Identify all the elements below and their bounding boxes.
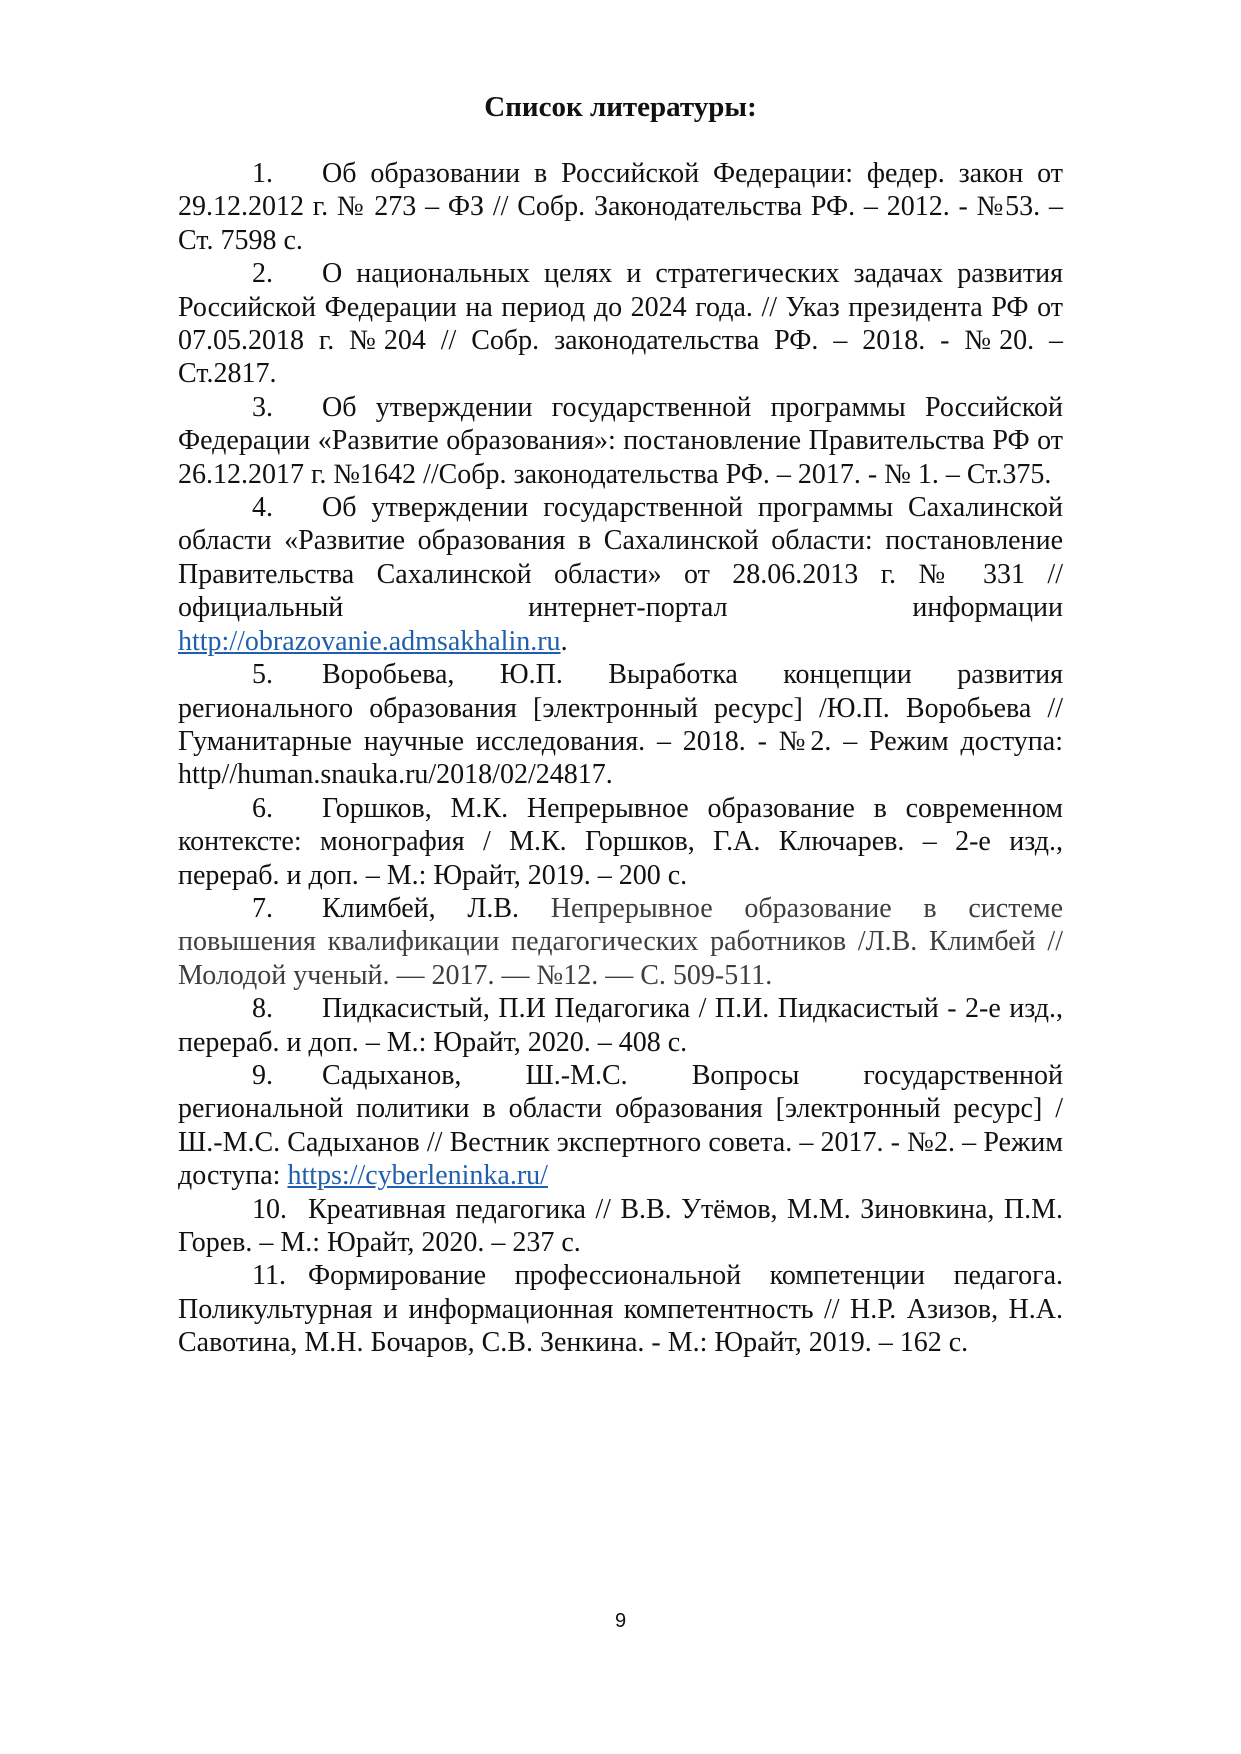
reference-number: 6. xyxy=(252,792,273,824)
reference-item-4 xyxy=(178,491,1063,658)
reference-text: Креативная педагогика // В.В. Утёмов, М.М. Зиновкина, П.М. Горев. – М.: Юрайт, 2020. – 237 с. xyxy=(178,1193,1063,1258)
reference-link[interactable]: https://cyberleninka.ru/ xyxy=(287,1160,548,1192)
reference-item-11 xyxy=(178,1259,1063,1359)
reference-number: 7. xyxy=(252,892,273,924)
reference-number: 8. xyxy=(252,993,273,1025)
reference-number: 10. xyxy=(252,1193,287,1225)
reference-text: Воробьева, Ю.П. Выработка концепции развития регионального образования [электронный ресурс] /Ю.П. Воробьева // Гуманитарные научные исследования. – 2018. - №2. – Режим доступа: http//human.snauka.ru/2018/02/24817. xyxy=(178,659,1063,791)
reference-item-2 xyxy=(178,257,1063,391)
reference-text: Об утверждении государственной программы Сахалинской области «Развитие образования в Сахалинской области: постановление Правительства Сахалинской области» от 28.06.2013 г. № 331 // официальный интернет-портал информации xyxy=(178,492,1063,624)
reference-list xyxy=(178,157,1063,1360)
reference-author: Климбей, Л.В. xyxy=(322,892,551,924)
reference-number: 3. xyxy=(252,391,273,423)
reference-text: Непрерывное образование в системе повышения квалификации педагогических работников /Л.В. Климбей // Молодой ученый. — 2017. — №12. — С. 509-511. xyxy=(178,892,1063,991)
reference-text: Пидкасистый, П.И Педагогика / П.И. Пидкасистый - 2-е изд., перераб. и доп. – М.: Юрайт, 2020. – 408 с. xyxy=(178,993,1063,1058)
reference-item-9 xyxy=(178,1059,1063,1193)
reference-number: 4. xyxy=(252,492,273,524)
reference-number: 11. xyxy=(252,1260,286,1292)
page-number: 9 xyxy=(614,1610,627,1632)
page-title: Список литературы: xyxy=(484,91,757,123)
reference-item-8 xyxy=(178,992,1063,1059)
reference-item-1 xyxy=(178,157,1063,257)
reference-text: Формирование профессиональной компетенции педагога. Поликультурная и информационная компетентность // Н.Р. Азизов, Н.А. Савотина, М.Н. Бочаров, С.В. Зенкина. - М.: Юрайт, 2019. – 162 с. xyxy=(178,1260,1063,1359)
reference-text: О национальных целях и стратегических задачах развития Российской Федерации на период до 2024 года. // Указ президента РФ от 07.05.2018 г. №204 // Собр. законодательства РФ. – 2018. - №20. – Ст.2817. xyxy=(178,258,1063,390)
reference-item-3 xyxy=(178,391,1063,491)
reference-item-6 xyxy=(178,792,1063,892)
reference-number: 2. xyxy=(252,258,273,290)
reference-number: 9. xyxy=(252,1059,273,1091)
reference-text: Горшков, М.К. Непрерывное образование в современном контексте: монография / М.К. Горшков, Г.А. Ключарев. – 2-е изд., перераб. и доп. – М.: Юрайт, 2019. – 200 с. xyxy=(178,792,1063,891)
reference-item-10 xyxy=(178,1193,1063,1260)
reference-number: 1. xyxy=(252,158,273,189)
reference-link[interactable]: http://obrazovanie.admsakhalin.ru xyxy=(178,625,561,657)
reference-text: Садыханов, Ш.-М.С. Вопросы государственной региональной политики в области образования [электронный ресурс] / Ш.-М.С. Садыханов // Вестник экспертного совета. – 2017. - №2. – Режим доступа: xyxy=(178,1059,1063,1192)
reference-text: Об образовании в Российской Федерации: федер. закон от 29.12.2012 г. № 273 – ФЗ // Собр. Законодательства РФ. – 2012. - №53. – Ст. 7598 с. xyxy=(178,158,1063,256)
reference-link-suffix: . xyxy=(560,625,568,657)
reference-text: Об утверждении государственной программы Российской Федерации «Развитие образования»: постановление Правительства РФ от 26.12.2017 г. №1642 //Собр. законодательства РФ. – 2017. - № 1. – Ст.375. xyxy=(178,391,1063,490)
reference-number: 5. xyxy=(252,659,273,691)
reference-item-5 xyxy=(178,658,1063,792)
reference-item-7 xyxy=(178,892,1063,992)
